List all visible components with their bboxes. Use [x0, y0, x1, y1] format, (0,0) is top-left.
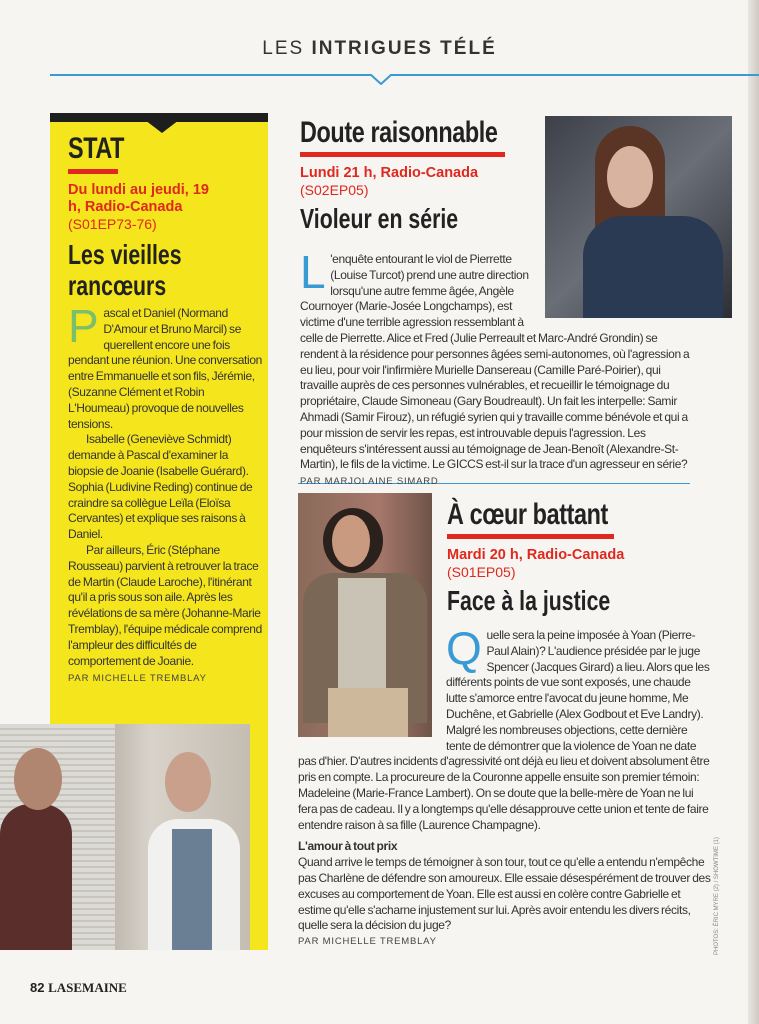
- photo-credit: PHOTOS: ÉRIC MYRE (2) / SHOWTIME (1): [714, 837, 720, 955]
- byline: PAR MICHELLE TREMBLAY: [298, 936, 437, 948]
- stat-photo: [0, 724, 250, 950]
- paragraph: Par ailleurs, Éric (Stéphane Rousseau) parvient à retrouver la trace de Martin (Claude Laroche), l'itinérant qu'il a pris sous son aile. Après les révélations de sa mère (Johanne-Marie Tremblay), l'équipe médicale comprend l'ampleur des difficultés de comportement de Joanie.: [68, 542, 262, 668]
- header-prefix: LES: [262, 38, 312, 59]
- show-name: STAT: [68, 132, 125, 165]
- page-footer: [30, 980, 127, 996]
- episode-title: Face à la justice: [447, 585, 611, 616]
- header-bold: INTRIGUES TÉLÉ: [311, 38, 497, 59]
- red-underline: [300, 152, 505, 157]
- air-time: Mardi 20 h, Radio-Canada: [447, 547, 625, 563]
- episode-code: (S02EP05): [300, 182, 369, 198]
- episode-title-line1: Les vieilles: [68, 239, 182, 270]
- byline: PAR MARJOLAINE SIMARD: [300, 476, 439, 488]
- episode-title: Violeur en série: [300, 203, 459, 234]
- episode-code: (S01EP73-76): [68, 216, 157, 232]
- magazine-name: LASEMAINE: [48, 980, 127, 995]
- paragraph: Isabelle (Geneviève Schmidt) demande à Pascal d'examiner la biopsie de Joanie (Isabelle Guérard). Sophia (Ludivine Reding) continue de craindre sa collègue Leïla (Eloïsa Cervantes) et explique ses raisons à Daniel.: [68, 432, 253, 542]
- coeur-header: [447, 498, 697, 616]
- air-time: Lundi 21 h, Radio-Canada: [300, 165, 479, 181]
- header-rule: [50, 74, 759, 76]
- doute-header: [300, 116, 540, 234]
- red-underline: [68, 169, 118, 174]
- drop-cap: P: [68, 300, 99, 352]
- paragraph: 'enquête entourant le viol de Pierrette (Louise Turcot) prend une autre direction lorsqu'une autre femme âgée, Angèle Cournoyer (Marie-Josée Longchamps), est victime d'une terrible agression ressemblant à celle de Pierrette. Alice et Fred (Julie Perreault et Marc-André Grondin) se rendent à la résidence pour personnes âgées semi-autonomes, où l'agression a eu lieu, pour voir l'infirmière Murielle Dansereau (Camille Paré-Poirier), qui travaille auprès de ces personnes vulnérables, et recueillir le témoignage du propriétaire, Claude Simoneau (Gary Boudreault). Un fait les interpelle: Samir Ahmadi (Samir Firouz), un réfugié syrien qui y travaille comme bénévole et qui a pour mission de servir les repas, est introuvable depuis l'agression. Les enquêteurs s'intéressent aussi au témoignage de Jean-Benoît (Alexandre-St-Martin), le fils de la victime. Le GICCS est-il sur la trace d'un agresseur en série?: [300, 252, 690, 472]
- drop-cap: L: [300, 246, 326, 298]
- episode-code: (S01EP05): [447, 564, 516, 580]
- drop-cap: Q: [446, 622, 482, 674]
- byline: PAR MICHELLE TREMBLAY: [68, 673, 207, 685]
- paragraph: ascal et Daniel (Normand D'Amour et Bruno Marcil) se querellent encore une fois pendant une réunion. Une conversation entre Emmanuelle et son fils, Jérémie, (Suzanne Clément et Robin L'Houmeau) provoque de nouvelles tensions.: [68, 306, 263, 431]
- paragraph: uelle sera la peine imposée à Yoan (Pierre-Paul Alain)? L'audience présidée par le juge Spencer (Jacques Girard) a lieu. Alors que les différents points de vue sont exposés, une chaude lutte s'amorce entre l'avocat du jeune homme, Me Duchêne, et Gabrielle (Alex Godbout et Eve Landry). Malgré les nombreuses objections, cette dernière tente de démontrer que la violence de Yoan ne date pas d'hier. D'autres incidents d'agressivité ont déjà eu lieu et doivent absolument être pris en compte. La procureure de la Couronne appelle ensuite son premier témoin: Madeleine (Marie-France Lambert). On se doute que la belle-mère de Yoan ne lui fera pas de cadeau. Il y a longtemps qu'elle désapprouve cette union et tente de faire entendre raison à sa fille (Laurence Champagne).: [298, 628, 710, 832]
- doute-body: [300, 246, 692, 490]
- stat-article: [68, 132, 264, 687]
- chevron-divider-icon: [370, 74, 392, 85]
- article-body: [68, 300, 264, 687]
- episode-title-line2: rancœurs: [68, 270, 167, 301]
- page-edge: [748, 0, 759, 1024]
- coeur-body: [298, 622, 713, 950]
- subheading: L'amour à tout prix: [298, 839, 398, 854]
- section-header: [0, 38, 759, 60]
- air-time: Du lundi au jeudi, 19 h, Radio-Canada: [68, 182, 209, 215]
- page-number: 82: [30, 980, 45, 995]
- paragraph: Quand arrive le temps de témoigner à son tour, tout ce qu'elle a entendu n'empêche pas Charlène de défendre son amoureux. Elle essaie désespérément de trouver des excuses au comportement de Yoan. Elle est aussi en colère contre Gabrielle et estime qu'elle s'acharne injustement sur lui. Après avoir entendu les divers récits, quelle sera la décision du juge?: [298, 855, 711, 933]
- show-name: Doute raisonnable: [300, 116, 498, 149]
- show-name: À cœur battant: [447, 498, 608, 531]
- red-underline: [447, 534, 614, 539]
